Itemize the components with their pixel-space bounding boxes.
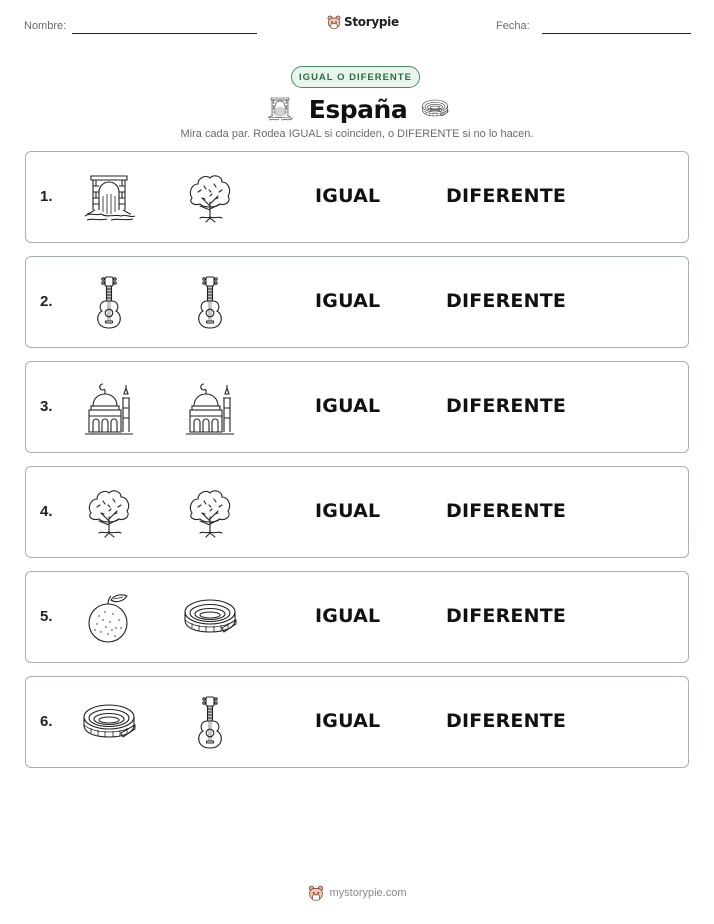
option-igual[interactable]: IGUAL xyxy=(315,710,381,732)
instructions: Mira cada par. Rodea IGUAL si coinciden, o DIFERENTE si no lo hacen. xyxy=(180,128,534,140)
item-number: 5. xyxy=(40,608,53,625)
item-row-3 xyxy=(25,361,689,453)
option-igual[interactable]: IGUAL xyxy=(315,605,381,627)
mosque-icon xyxy=(182,380,238,436)
name-label: Nombre: xyxy=(24,20,67,32)
brand-logo xyxy=(326,14,399,30)
bullring-icon xyxy=(182,590,238,646)
item-row-1 xyxy=(25,151,689,243)
item-row-2 xyxy=(25,256,689,348)
worksheet-type-badge: IGUAL O DIFERENTE xyxy=(291,66,420,88)
waterfall-gate-icon xyxy=(263,95,297,123)
option-diferente[interactable]: DIFERENTE xyxy=(446,710,567,732)
worksheet-header xyxy=(0,0,714,50)
guitar-icon xyxy=(81,275,137,331)
option-diferente[interactable]: DIFERENTE xyxy=(446,500,567,522)
item-row-5 xyxy=(25,571,689,663)
option-igual[interactable]: IGUAL xyxy=(315,395,381,417)
bullring-icon xyxy=(81,695,137,751)
option-diferente[interactable]: DIFERENTE xyxy=(446,395,567,417)
item-number: 1. xyxy=(40,188,53,205)
date-line[interactable] xyxy=(542,33,691,34)
mascot-icon xyxy=(307,884,325,902)
date-label: Fecha: xyxy=(496,20,530,32)
brand-name: Storypie xyxy=(344,15,399,29)
option-igual[interactable]: IGUAL xyxy=(315,500,381,522)
mosque-icon xyxy=(81,380,137,436)
name-line[interactable] xyxy=(72,33,257,34)
item-number: 2. xyxy=(40,293,53,310)
item-number: 6. xyxy=(40,713,53,730)
guitar-icon xyxy=(182,275,238,331)
option-igual[interactable]: IGUAL xyxy=(315,290,381,312)
olive-tree-icon xyxy=(182,170,238,226)
footer-url[interactable]: mystorypie.com xyxy=(329,887,407,899)
footer xyxy=(0,884,714,902)
waterfall-gate-icon xyxy=(81,170,137,226)
item-number: 3. xyxy=(40,398,53,415)
option-igual[interactable]: IGUAL xyxy=(315,185,381,207)
item-row-6 xyxy=(25,676,689,768)
mascot-icon xyxy=(326,14,342,30)
olive-tree-icon xyxy=(182,485,238,541)
option-diferente[interactable]: DIFERENTE xyxy=(446,290,567,312)
orange-icon xyxy=(81,590,137,646)
page-title: España xyxy=(308,94,408,124)
title-row xyxy=(0,92,714,126)
guitar-icon xyxy=(182,695,238,751)
option-diferente[interactable]: DIFERENTE xyxy=(446,605,567,627)
bullring-icon xyxy=(419,95,451,123)
item-row-4 xyxy=(25,466,689,558)
item-number: 4. xyxy=(40,503,53,520)
option-diferente[interactable]: DIFERENTE xyxy=(446,185,567,207)
olive-tree-icon xyxy=(81,485,137,541)
